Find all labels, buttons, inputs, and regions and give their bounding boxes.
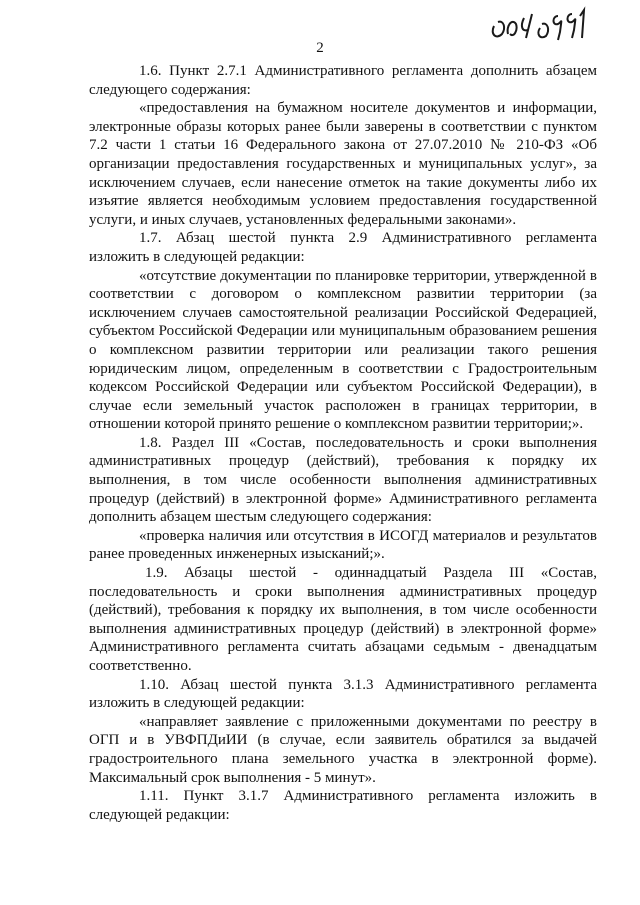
page-number: 2 xyxy=(316,40,324,56)
paragraph-1-6-quote: «предоставления на бумажном носителе документов и информации, электронные образы которых ранее были заверены в соответствии с пунктом 7.2 части 1 статьи 16 Федерального закона от 27.07.2010 № 210-ФЗ «Об организации предоставления государственных и муниципальных услуг», за исключением случаев, если нанесение отметок на такие документы либо их изъятие является необходимым условием предоставления государственной услуги, и иных случаев, установленных федеральными законами». xyxy=(89,100,597,228)
handwritten-stamp-number xyxy=(488,4,588,44)
paragraph-1-8: 1.8. Раздел III «Состав, последовательность и сроки выполнения административных процедур (действий), требования к порядку их выполнения, в том числе особенности выполнения административных процедур (действий) в электронной форме» Административного регламента дополнить абзацем шестым следующего содержания: xyxy=(89,434,597,526)
paragraph-1-10-quote: «направляет заявление с приложенными документами по реестру в ОГП и в УВФПДиИИ (в случае, если заявитель обратился за выдачей градостроительного плана земельного участка в электронной форме). Максимальный срок выполнения - 5 минут». xyxy=(89,713,597,786)
paragraph-1-11: 1.11. Пункт 3.1.7 Административного регламента изложить в следующей редакции: xyxy=(89,788,597,823)
paragraph-1-9: 1.9. Абзацы шестой - одиннадцатый Раздела III «Состав, последовательность и сроки выполнения административных процедур (действий), требования к порядку их выполнения, в том числе особенности выполнения административных процедур (действий) в электронной форме» Административного регламента считать абзацами седьмым - двенадцатым соответственно. xyxy=(89,565,597,674)
paragraph-1-7-quote: «отсутствие документации по планировке территории, утвержденной в соответствии с договором о комплексном развитии территории (за исключением случаев самостоятельной реализации Российской Федерацией, субъектом Российской Федерации или муниципальным образованием решения о комплексном развитии территории или реализации такого решения юридическим лицом, определенным в соответствии с Градостроительным кодексом Российской Федерации или субъектом Российской Федерации), в случае если земельный участок расположен в границах территории, в отношении которой принято решение о комплексном развитии территории;». xyxy=(89,267,597,433)
paragraph-1-8-quote: «проверка наличия или отсутствия в ИСОГД материалов и результатов ранее проведенных инженерных изысканий;». xyxy=(89,527,597,563)
paragraph-1-10: 1.10. Абзац шестой пункта 3.1.3 Административного регламента изложить в следующей редакции: xyxy=(89,676,597,712)
paragraph-1-6: 1.6. Пункт 2.7.1 Административного регламента дополнить абзацем следующего содержания: xyxy=(89,63,597,98)
document-body xyxy=(89,62,597,824)
paragraph-1-7: 1.7. Абзац шестой пункта 2.9 Административного регламента изложить в следующей редакции: xyxy=(89,230,597,265)
